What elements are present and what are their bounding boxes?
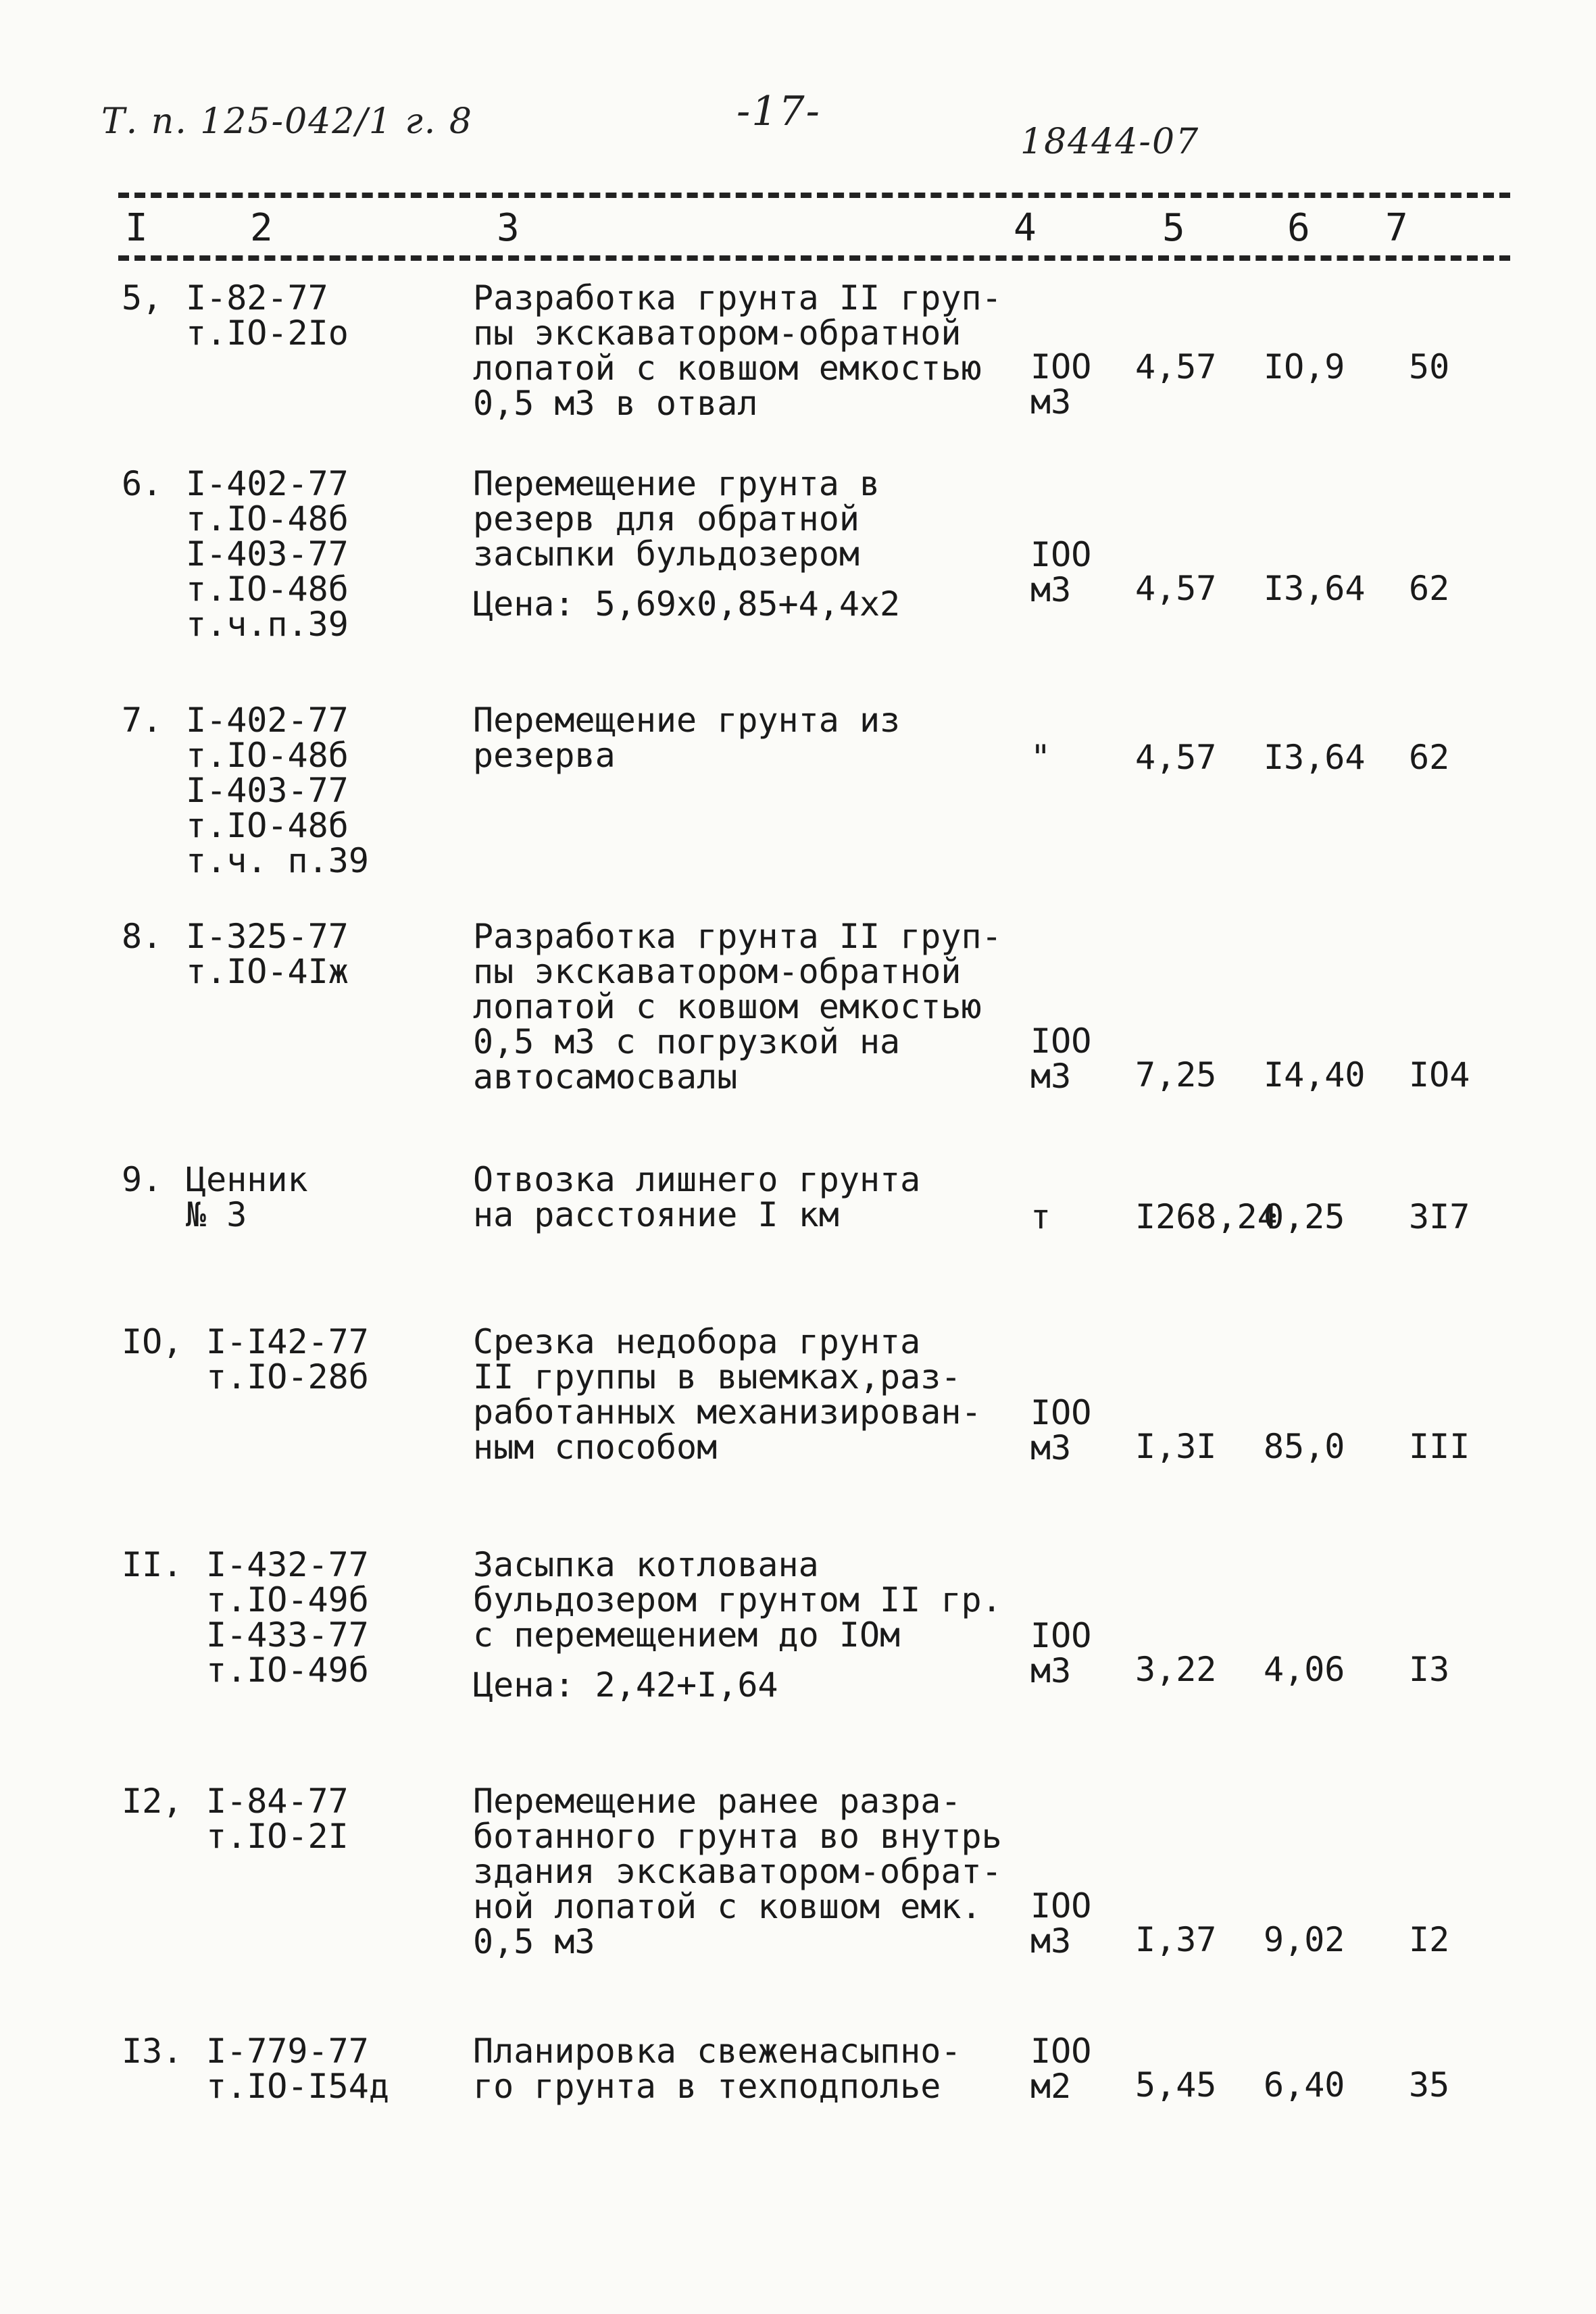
reference-line: I-82-77 — [186, 278, 328, 318]
description-line: 0,5 м3 в отвал — [473, 384, 758, 423]
reference-line: т.IO-2Io — [186, 313, 349, 353]
description-line: го грунта в техподполье — [473, 2067, 941, 2106]
handwritten-code: 18444-07 — [1020, 122, 1200, 162]
description-line: резерв для обратной — [473, 499, 859, 538]
description-line: с перемещением до IOм — [473, 1615, 901, 1655]
description-line: здания экскаватором-обрат- — [473, 1852, 1002, 1891]
reference-line: т.IO-49б — [206, 1580, 369, 1619]
reference-line: т.IO-48б — [186, 806, 349, 845]
description-line: работанных механизирован- — [473, 1392, 982, 1432]
unit-line: м3 — [1030, 1428, 1072, 1467]
unit-line: IOO — [1030, 1886, 1092, 1926]
row-description — [473, 1784, 1027, 1959]
unit-line: м3 — [1030, 570, 1072, 609]
description-line: пы экскаватором-обратной — [473, 952, 962, 991]
column-header-5: 5 — [1162, 206, 1185, 250]
reference-line: Ценник — [186, 1160, 308, 1199]
column-header-7: 7 — [1385, 206, 1408, 250]
row-total: I3 — [1409, 1650, 1450, 1689]
row-reference — [186, 466, 349, 642]
row-quantity: I,3I — [1135, 1427, 1217, 1466]
price-formula: Цена: 5,69х0,85+4,4х2 — [473, 584, 901, 624]
row-unit-price: 9,02 — [1264, 1920, 1345, 1959]
reference-line: № 3 — [186, 1195, 247, 1234]
row-description — [473, 2034, 1027, 2104]
description-line: Разработка грунта II груп- — [473, 917, 1002, 956]
description-line: резерва — [473, 736, 616, 775]
row-unit-price: 4,06 — [1264, 1650, 1345, 1689]
row-number: I2, — [122, 1782, 183, 1821]
description-line: бульдозером грунтом II гр. — [473, 1580, 1002, 1619]
unit-line: м3 — [1030, 382, 1072, 422]
row-total: IO4 — [1409, 1055, 1470, 1095]
reference-line: т.IO-I54д — [206, 2067, 389, 2106]
row-total: III — [1409, 1427, 1470, 1466]
column-header-3: 3 — [497, 206, 520, 250]
reference-line: т.IO-48б — [186, 570, 349, 609]
row-total: 35 — [1409, 2065, 1450, 2105]
unit-line: " — [1030, 738, 1051, 777]
price-formula: Цена: 2,42+I,64 — [473, 1665, 778, 1705]
row-description — [473, 919, 1027, 1095]
row-total: 62 — [1409, 738, 1450, 777]
reference-line: т.IO-49б — [206, 1651, 369, 1690]
unit-line: т — [1030, 1197, 1051, 1236]
row-quantity: 4,57 — [1135, 347, 1217, 386]
unit-line: м3 — [1030, 1651, 1072, 1690]
description-line: ной лопатой с ковшом емк. — [473, 1887, 982, 1926]
unit-line: IOO — [1030, 1393, 1092, 1432]
row-number: 9. — [122, 1160, 163, 1199]
row-unit — [1030, 537, 1091, 607]
row-reference — [186, 280, 349, 351]
unit-line: IOO — [1030, 535, 1092, 574]
description-line: Отвозка лишнего грунта — [473, 1160, 921, 1199]
column-header-1: I — [125, 206, 148, 250]
reference-line: I-325-77 — [186, 917, 349, 956]
table-header-rule — [118, 255, 1510, 261]
row-description — [473, 466, 1027, 622]
description-line: пы экскаватором-обратной — [473, 313, 962, 353]
row-quantity: I,37 — [1135, 1920, 1217, 1959]
row-description — [473, 1547, 1027, 1703]
row-unit — [1030, 1395, 1091, 1465]
row-reference — [186, 1162, 308, 1232]
row-unit — [1030, 1024, 1091, 1094]
row-number: 6. — [122, 464, 163, 503]
unit-line: м2 — [1030, 2067, 1072, 2106]
row-unit — [1030, 349, 1091, 420]
row-unit-price: 85,0 — [1264, 1427, 1345, 1466]
row-total: 3I7 — [1409, 1197, 1470, 1236]
column-header-2: 2 — [250, 206, 273, 250]
unit-line: м3 — [1030, 1057, 1072, 1096]
reference-line: I-I42-77 — [206, 1322, 369, 1361]
description-line: Перемещение грунта в — [473, 464, 880, 503]
reference-line: т.IO-48б — [186, 499, 349, 538]
unit-line: IOO — [1030, 2032, 1092, 2071]
row-description — [473, 703, 1027, 773]
description-line: 0,5 м3 с погрузкой на — [473, 1022, 901, 1061]
unit-line: IOO — [1030, 347, 1092, 386]
reference-line: т.IO-2I — [206, 1817, 349, 1856]
row-number: IO, — [122, 1322, 183, 1361]
description-line: лопатой с ковшом емкостью — [473, 987, 982, 1026]
handwritten-reference: Т. п. 125-042/1 г. 8 — [101, 101, 473, 142]
row-description — [473, 280, 1027, 421]
description-line: Разработка грунта II груп- — [473, 278, 1002, 318]
description-line: автосамосвалы — [473, 1057, 738, 1097]
row-quantity: I268,24 — [1135, 1197, 1278, 1236]
column-header-6: 6 — [1287, 206, 1310, 250]
description-line: Засыпка котлована — [473, 1545, 819, 1584]
description-line: Срезка недобора грунта — [473, 1322, 921, 1361]
row-quantity: 4,57 — [1135, 569, 1217, 608]
row-reference — [206, 2034, 389, 2104]
row-unit-price: 0,25 — [1264, 1197, 1345, 1236]
row-unit — [1030, 1618, 1091, 1688]
reference-line: I-84-77 — [206, 1782, 349, 1821]
description-line: ным способом — [473, 1428, 718, 1467]
description-line: лопатой с ковшом емкостью — [473, 349, 982, 388]
reference-line: т.IO-28б — [206, 1357, 369, 1397]
row-total: 50 — [1409, 347, 1450, 386]
row-unit — [1030, 2034, 1091, 2104]
row-quantity: 4,57 — [1135, 738, 1217, 777]
reference-line: I-433-77 — [206, 1615, 369, 1655]
description-line: 0,5 м3 — [473, 1922, 595, 1961]
row-number: 7. — [122, 701, 163, 740]
row-unit — [1030, 740, 1051, 775]
row-unit — [1030, 1888, 1091, 1959]
row-unit-price: I3,64 — [1264, 569, 1366, 608]
table-top-rule — [118, 193, 1510, 198]
row-number: 5, — [122, 278, 163, 318]
description-line: засыпки бульдозером — [473, 534, 859, 574]
row-number: 8. — [122, 917, 163, 956]
reference-line: I-403-77 — [186, 771, 349, 810]
row-reference — [206, 1547, 369, 1688]
reference-line: I-402-77 — [186, 701, 349, 740]
row-number: II. — [122, 1545, 183, 1584]
row-unit-price: I4,40 — [1264, 1055, 1366, 1095]
row-number: I3. — [122, 2032, 183, 2071]
description-line: Планировка свеженасыпно- — [473, 2032, 962, 2071]
reference-line: т.IO-4Iж — [186, 952, 349, 991]
reference-line: т.ч. п.39 — [186, 841, 369, 880]
page-number: -17- — [737, 88, 821, 135]
row-total: I2 — [1409, 1920, 1450, 1959]
row-total: 62 — [1409, 569, 1450, 608]
description-line: II группы в выемках,раз- — [473, 1357, 962, 1397]
reference-line: I-779-77 — [206, 2032, 369, 2071]
description-line: на расстояние I км — [473, 1195, 839, 1234]
unit-line: IOO — [1030, 1022, 1092, 1061]
reference-line: I-432-77 — [206, 1545, 369, 1584]
reference-line: I-403-77 — [186, 534, 349, 574]
row-reference — [186, 919, 349, 989]
description-line: Перемещение ранее разра- — [473, 1782, 962, 1821]
row-reference — [206, 1784, 349, 1854]
column-header-4: 4 — [1014, 206, 1037, 250]
row-description — [473, 1324, 1027, 1465]
description-line: Перемещение грунта из — [473, 701, 901, 740]
row-reference — [206, 1322, 369, 1397]
unit-line: IOO — [1030, 1616, 1092, 1655]
reference-line: т.ч.п.39 — [186, 605, 349, 644]
row-unit — [1030, 1199, 1051, 1234]
description-line: ботанного грунта во внутрь — [473, 1817, 1002, 1856]
unit-line: м3 — [1030, 1921, 1072, 1961]
row-unit-price: IO,9 — [1264, 347, 1345, 386]
reference-line: I-402-77 — [186, 464, 349, 503]
row-quantity: 3,22 — [1135, 1650, 1217, 1689]
row-description — [473, 1162, 1027, 1232]
row-quantity: 5,45 — [1135, 2065, 1217, 2105]
reference-line: т.IO-48б — [186, 736, 349, 775]
row-reference — [186, 703, 369, 878]
row-unit-price: 6,40 — [1264, 2065, 1345, 2105]
row-unit-price: I3,64 — [1264, 738, 1366, 777]
row-quantity: 7,25 — [1135, 1055, 1217, 1095]
